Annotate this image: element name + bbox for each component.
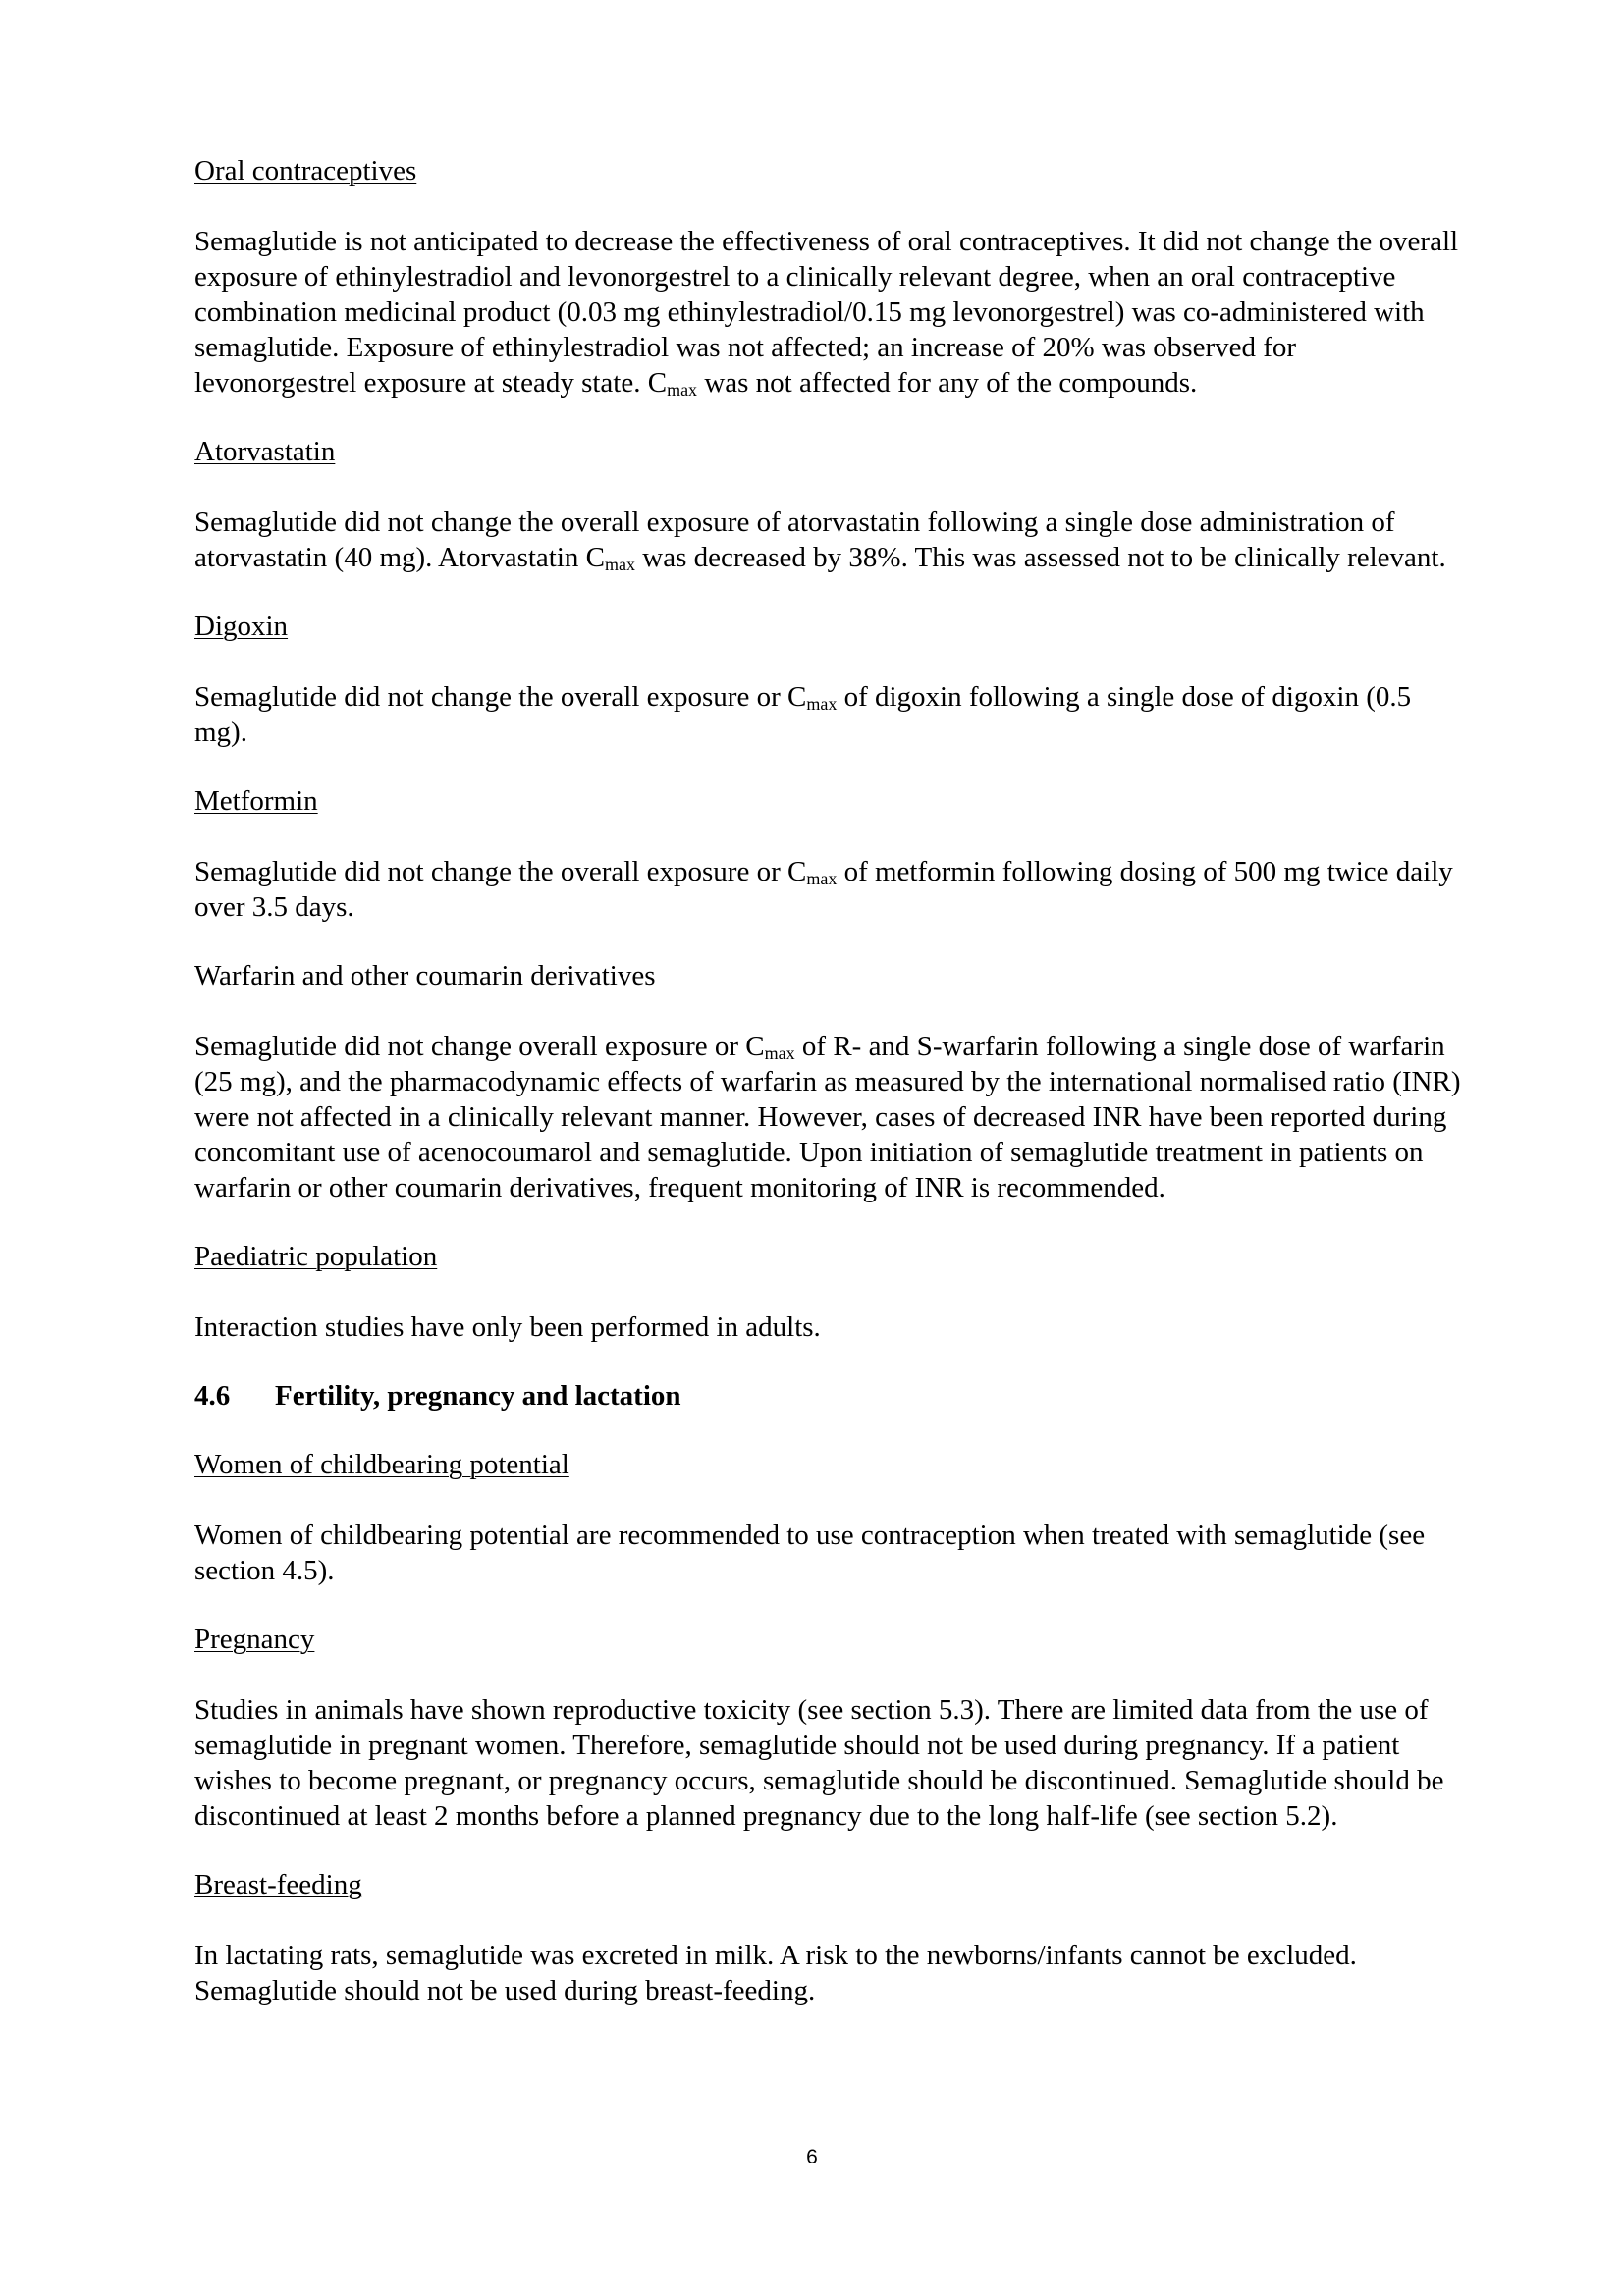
digoxin-heading: Digoxin xyxy=(194,611,289,642)
warfarin-paragraph xyxy=(194,1029,1461,1205)
oral-contraceptives-text-b: was not affected for any of the compounds. xyxy=(697,367,1198,399)
oral-contraceptives-heading: Oral contraceptives xyxy=(194,155,417,187)
cmax-subscript: max xyxy=(806,869,838,888)
warfarin-text-b: of R- and S-warfarin following a single dose of warfarin (25 mg), and the pharmacodynamic effects of warfarin as measured by the international normalised ratio (INR) were not affected in a clinically relevant manner. However, cases of decreased INR have been reported during concomitant use of acenocoumarol and semaglutide. Upon initiation of semaglutide treatment in patients on warfarin or other coumarin derivatives, frequent monitoring of INR is recommended. xyxy=(194,1031,1461,1203)
pregnancy-heading: Pregnancy xyxy=(194,1624,315,1655)
warfarin-heading: Warfarin and other coumarin derivatives xyxy=(194,960,656,991)
paediatric-paragraph: Interaction studies have only been performed in adults. xyxy=(194,1311,821,1343)
metformin-heading: Metformin xyxy=(194,785,318,817)
digoxin-paragraph xyxy=(194,679,1461,750)
metformin-paragraph xyxy=(194,854,1461,925)
cmax-subscript: max xyxy=(667,380,698,400)
digoxin-text-a: Semaglutide did not change the overall exposure or C xyxy=(194,681,807,713)
oral-contraceptives-text-a: Semaglutide is not anticipated to decrease the effectiveness of oral contraceptives. It did not change the overall exposure of ethinylestradiol and levonorgestrel to a clinically relevant degree, when an oral contraceptive combination medicinal product (0.03 mg ethinylestradiol/0.15 mg levonorgestrel) was co-administered with semaglutide. Exposure of ethinylestradiol was not affected; an increase of 20% was observed for levonorgestrel exposure at steady state. C xyxy=(194,226,1459,399)
cmax-subscript: max xyxy=(806,694,838,714)
women-childbearing-heading: Women of childbearing potential xyxy=(194,1449,569,1480)
section-title: Fertility, pregnancy and lactation xyxy=(275,1380,681,1412)
cmax-subscript: max xyxy=(764,1043,795,1063)
document-page xyxy=(194,153,1461,2008)
metformin-text-a: Semaglutide did not change the overall exposure or C xyxy=(194,856,807,887)
oral-contraceptives-paragraph xyxy=(194,224,1461,400)
pregnancy-paragraph: Studies in animals have shown reproductive toxicity (see section 5.3). There are limited data from the use of semaglutide in pregnant women. Therefore, semaglutide should not be used during pregnancy. If a patient wishes to become pregnant, or pregnancy occurs, semaglutide should be discontinued. Semaglutide should be discontinued at least 2 months before a planned pregnancy due to the long half-life (see section 5.2). xyxy=(194,1694,1444,1832)
warfarin-text-a: Semaglutide did not change overall exposure or C xyxy=(194,1031,765,1062)
page-number: 6 xyxy=(806,2146,818,2168)
atorvastatin-heading: Atorvastatin xyxy=(194,436,336,467)
section-number: 4.6 xyxy=(194,1380,231,1412)
atorvastatin-text-b: was decreased by 38%. This was assessed not to be clinically relevant. xyxy=(635,542,1446,573)
cmax-subscript: max xyxy=(605,555,636,574)
atorvastatin-text-a: Semaglutide did not change the overall exposure of atorvastatin following a single dose administration of atorvastatin (40 mg). Atorvastatin C xyxy=(194,507,1395,573)
paediatric-heading: Paediatric population xyxy=(194,1241,438,1272)
breast-feeding-heading: Breast-feeding xyxy=(194,1869,362,1900)
section-heading-4-6 xyxy=(194,1378,1461,1414)
atorvastatin-paragraph xyxy=(194,505,1461,575)
metformin-text-b: of metformin following dosing of 500 mg twice daily over 3.5 days. xyxy=(194,856,1453,923)
women-childbearing-paragraph: Women of childbearing potential are recommended to use contraception when treated with semaglutide (see section 4.5). xyxy=(194,1520,1426,1586)
digoxin-text-b: of digoxin following a single dose of digoxin (0.5 mg). xyxy=(194,681,1412,748)
breast-feeding-paragraph: In lactating rats, semaglutide was excreted in milk. A risk to the newborns/infants cannot be excluded. Semaglutide should not be used during breast-feeding. xyxy=(194,1940,1357,2006)
